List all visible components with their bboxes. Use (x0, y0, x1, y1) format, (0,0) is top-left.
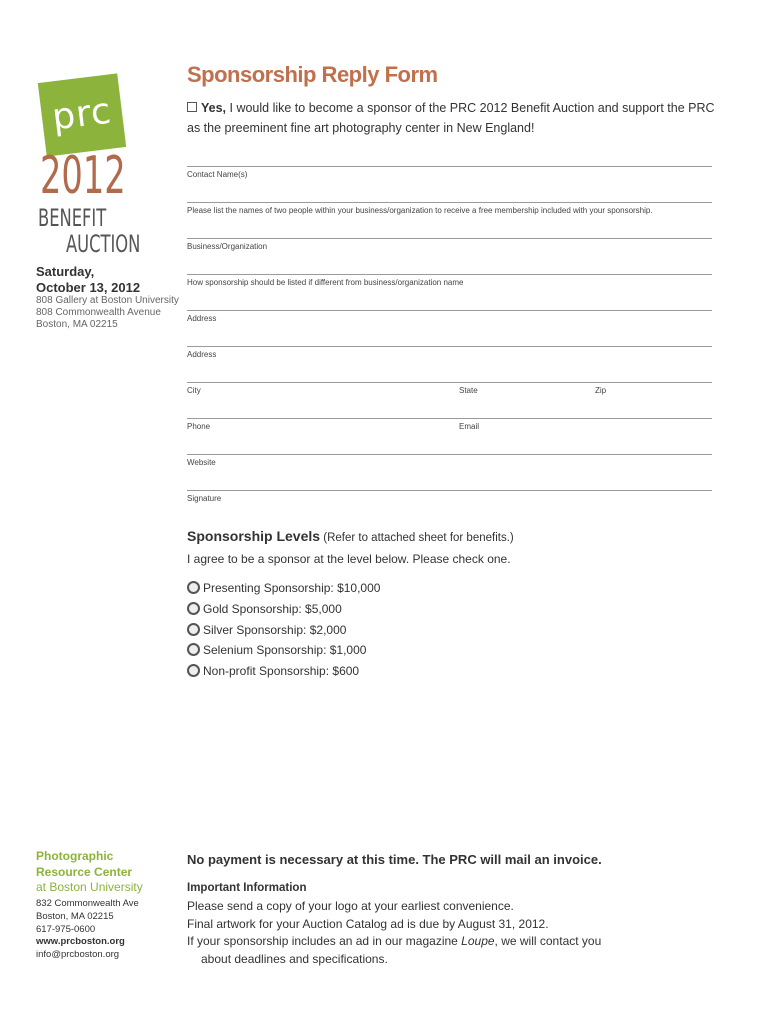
info-line3 (187, 933, 747, 951)
business-field[interactable] (187, 238, 712, 251)
signature-label: Signature (187, 494, 222, 503)
levels-agree-text: I agree to be a sponsor at the level below. Please check one. (187, 552, 511, 566)
event-date (36, 264, 140, 296)
intro-line1: I would like to become a sponsor of the PRC 2012 Benefit Auction and support the PRC (226, 101, 715, 115)
state-label: State (459, 386, 478, 395)
radio-icon[interactable] (187, 581, 200, 594)
event-address (36, 295, 179, 331)
org-name-line1: Photographic (36, 849, 114, 863)
org-contact (36, 898, 139, 962)
levels-note: (Refer to attached sheet for benefits.) (320, 532, 514, 544)
address2-field[interactable] (187, 346, 712, 359)
logo-benefit: BENEFIT (38, 204, 107, 232)
prc-logo: prc (38, 73, 126, 156)
no-payment-notice: No payment is necessary at this time. The PRC will mail an invoice. (187, 852, 602, 867)
org-name-line2: Resource Center (36, 865, 133, 879)
radio-icon[interactable] (187, 664, 200, 677)
important-info-text (187, 898, 747, 968)
intro-line2: as the preeminent fine art photography center in New England! (187, 121, 535, 135)
radio-icon[interactable] (187, 623, 200, 636)
magazine-name: Loupe (461, 934, 495, 948)
org-street: 832 Commonwealth Ave (36, 898, 139, 909)
option-label: Silver Sponsorship: $2,000 (203, 623, 347, 637)
info-line3-pre: If your sponsorship includes an ad in our magazine (187, 934, 462, 948)
signature-field[interactable] (187, 490, 712, 503)
form-title: Sponsorship Reply Form (187, 62, 438, 87)
email-label: Email (459, 422, 480, 431)
event-full-date: October 13, 2012 (36, 280, 141, 295)
phone-label: Phone (187, 422, 211, 431)
membership-names-label: Please list the names of two people within your business/organization to receive a free membership included with your sponsorship. (187, 206, 653, 215)
org-phone: 617-975-0600 (36, 923, 96, 935)
logo-auction: AUCTION (66, 230, 141, 258)
membership-names-field[interactable] (187, 202, 712, 215)
option-label: Gold Sponsorship: $5,000 (203, 602, 342, 616)
radio-icon[interactable] (187, 643, 200, 656)
city-label: City (187, 386, 201, 395)
address1-label: Address (187, 314, 217, 323)
contact-name-field[interactable] (187, 166, 712, 179)
info-line2: Final artwork for your Auction Catalog ad is due by August 31, 2012. (187, 916, 549, 931)
logo-year: 2012 (40, 146, 126, 206)
info-line1: Please send a copy of your logo at your earliest convenience. (187, 899, 514, 913)
event-street: 808 Commonwealth Avenue (36, 307, 161, 318)
event-venue: 808 Gallery at Boston University (36, 295, 179, 306)
address1-field[interactable] (187, 310, 712, 323)
listing-label: How sponsorship should be listed if different from business/organization name (187, 278, 464, 287)
city-state-zip-field[interactable] (187, 382, 712, 395)
org-email-link[interactable]: info@prcboston.org (36, 949, 120, 961)
listing-field[interactable] (187, 274, 712, 287)
contact-name-label: Contact Name(s) (187, 170, 248, 179)
option-gold[interactable] (187, 600, 342, 618)
business-label: Business/Organization (187, 242, 268, 251)
option-nonprofit[interactable] (187, 662, 359, 680)
event-day: Saturday, (36, 264, 95, 279)
website-field[interactable] (187, 454, 712, 467)
option-selenium[interactable] (187, 641, 366, 659)
levels-heading (187, 528, 514, 544)
event-city: Boston, MA 02215 (36, 319, 118, 330)
option-presenting[interactable] (187, 579, 380, 597)
levels-title: Sponsorship Levels (187, 528, 321, 544)
org-affiliation: at Boston University (36, 880, 143, 894)
option-label: Selenium Sponsorship: $1,000 (203, 643, 367, 657)
radio-icon[interactable] (187, 602, 200, 615)
address2-label: Address (187, 350, 217, 359)
zip-label: Zip (595, 386, 607, 395)
option-silver[interactable] (187, 621, 346, 639)
info-line3-post: , we will contact you (494, 934, 602, 948)
option-label: Non-profit Sponsorship: $600 (203, 664, 360, 678)
yes-checkbox[interactable] (187, 102, 197, 112)
org-name (36, 848, 132, 880)
org-city: Boston, MA 02215 (36, 910, 114, 922)
info-line4: about deadlines and specifications. (201, 951, 388, 966)
org-website-link[interactable]: www.prcboston.org (36, 936, 125, 948)
important-info-title: Important Information (187, 882, 307, 894)
website-label: Website (187, 458, 216, 467)
option-label: Presenting Sponsorship: $10,000 (203, 581, 381, 595)
phone-email-field[interactable] (187, 418, 712, 431)
yes-label: Yes, (201, 101, 227, 115)
intro-text (187, 98, 727, 138)
